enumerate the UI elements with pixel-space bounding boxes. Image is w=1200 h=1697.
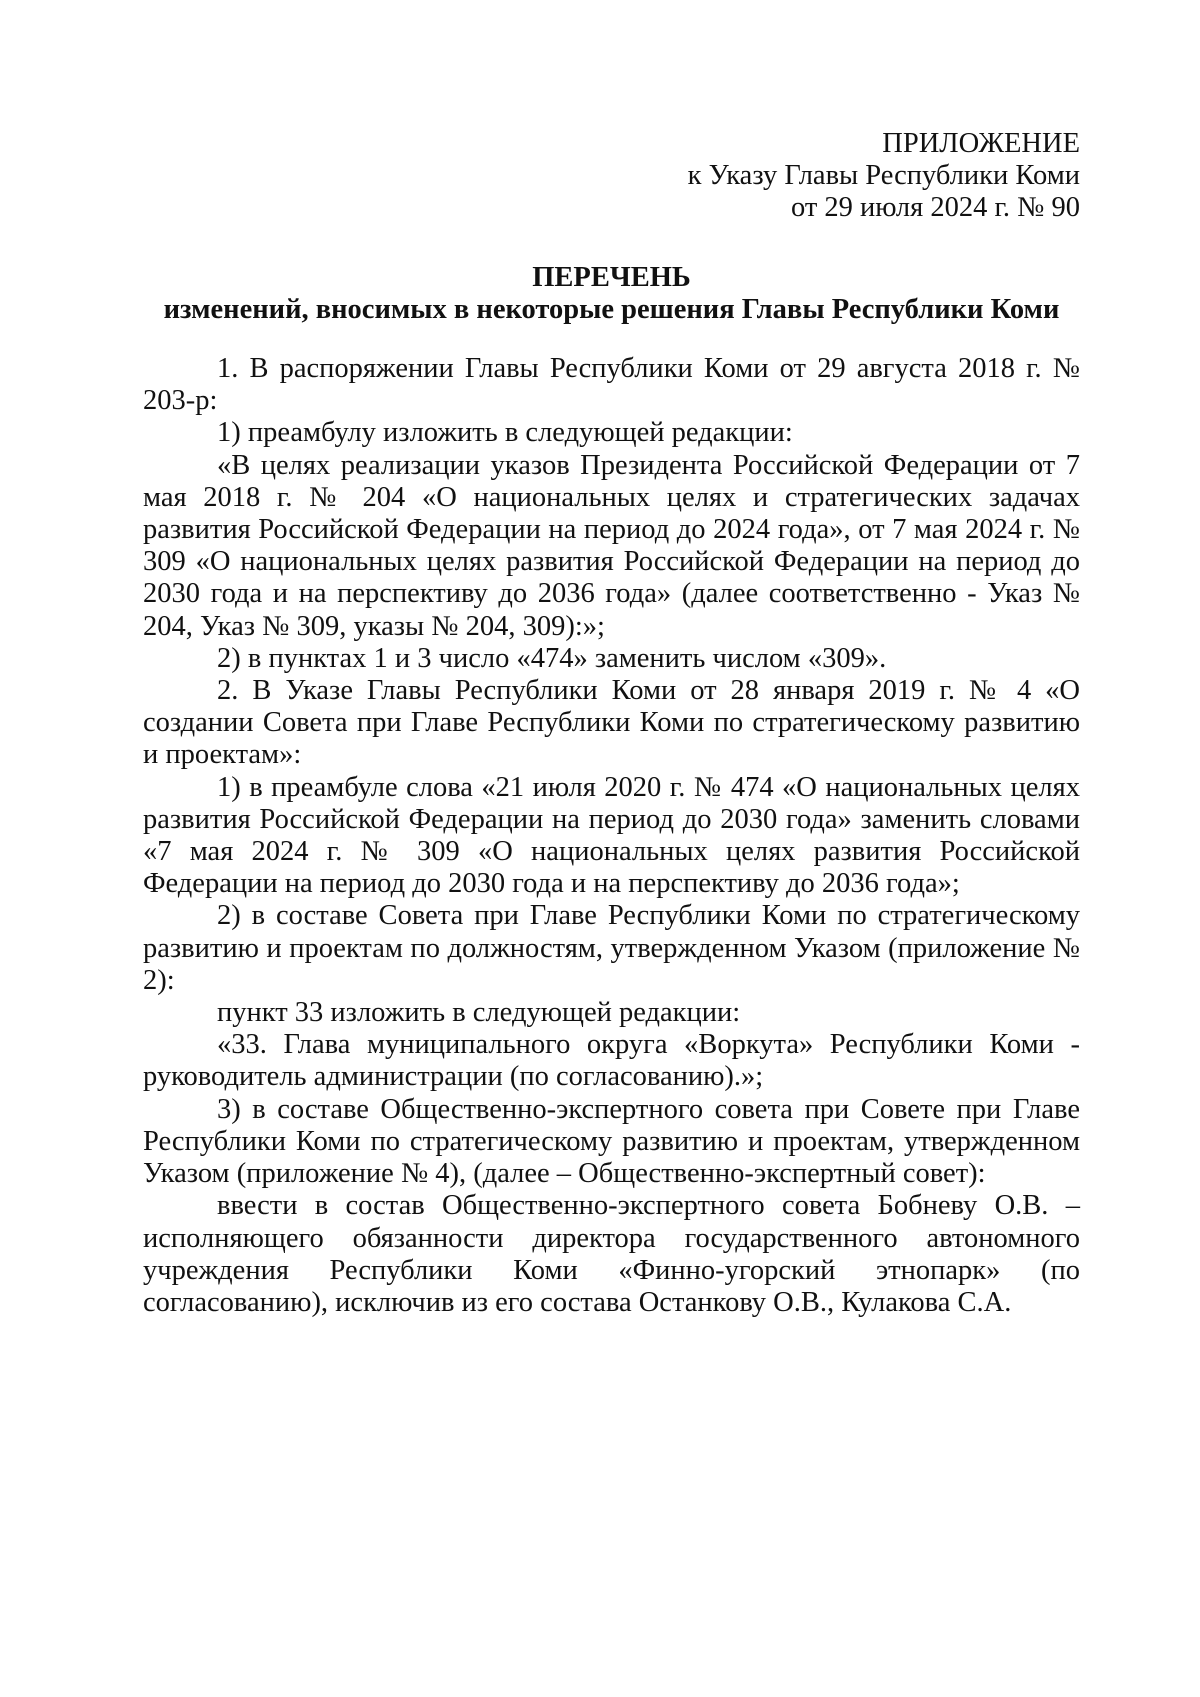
appendix-date: от 29 июля 2024 г. № 90 [790, 192, 1080, 224]
paragraph-6: 1) в преамбуле слова «21 июля 2020 г. № 474 «О национальных целях развития Российской Федерации на период до 2030 года» заменить словами «7 мая 2024 г. № 309 «О национальных целях развития Российской Федерации на период до 2030 года и на перспективу до 2036 года»; [143, 771, 1080, 900]
document-body [143, 353, 1080, 1319]
paragraph-4: 2) в пунктах 1 и 3 число «474» заменить числом «309». [217, 642, 887, 674]
paragraph-2: 1) преамбулу изложить в следующей редакции: [217, 417, 793, 449]
paragraph-10: 3) в составе Общественно-экспертного совета при Совете при Главе Республики Коми по стратегическому развитию и проектам, утвержденном Указом (приложение № 4), (далее – Общественно-экспертный совет): [143, 1093, 1080, 1190]
paragraph-1: 1. В распоряжении Главы Республики Коми от 29 августа 2018 г. № 203-р: [143, 353, 1080, 417]
paragraph-3: «В целях реализации указов Президента Российской Федерации от 7 мая 2018 г. № 204 «О национальных целях и стратегических задачах развития Российской Федерации на период до 2024 года», от 7 мая 2024 г. № 309 «О национальных целях развития Российской Федерации на период до 2030 года и на перспективу до 2036 года» (далее соответственно - Указ № 204, Указ № 309, указы № 204, 309):»; [143, 449, 1080, 642]
paragraph-5: 2. В Указе Главы Республики Коми от 28 января 2019 г. № 4 «О создании Совета при Главе Республики Коми по стратегическому развитию и проектам»: [143, 675, 1080, 771]
paragraph-8: пункт 33 изложить в следующей редакции: [217, 997, 741, 1029]
appendix-header [143, 128, 1080, 225]
appendix-to: к Указу Главы Республики Коми [687, 160, 1080, 192]
appendix-label: ПРИЛОЖЕНИЕ [882, 128, 1080, 159]
title-subheading: изменений, вносимых в некоторые решения Главы Республики Коми [163, 293, 1060, 325]
paragraph-7: 2) в составе Совета при Главе Республики Коми по стратегическому развитию и проектам по должностям, утвержденном Указом (приложение № 2): [143, 900, 1080, 996]
document-content [143, 128, 1080, 1319]
paragraph-11: ввести в состав Общественно-экспертного совета Бобневу О.В. – исполняющего обязанности директора государственного автономного учреждения Республики Коми «Финно-угорский этнопарк» (по согласованию), исключив из его состава Останкову О.В., Кулакова С.А. [143, 1190, 1080, 1318]
document-title [143, 262, 1080, 326]
paragraph-9: «33. Глава муниципального округа «Воркута» Республики Коми - руководитель администрации (по согласованию).»; [143, 1029, 1080, 1093]
title-heading: ПЕРЕЧЕНЬ [532, 261, 691, 293]
